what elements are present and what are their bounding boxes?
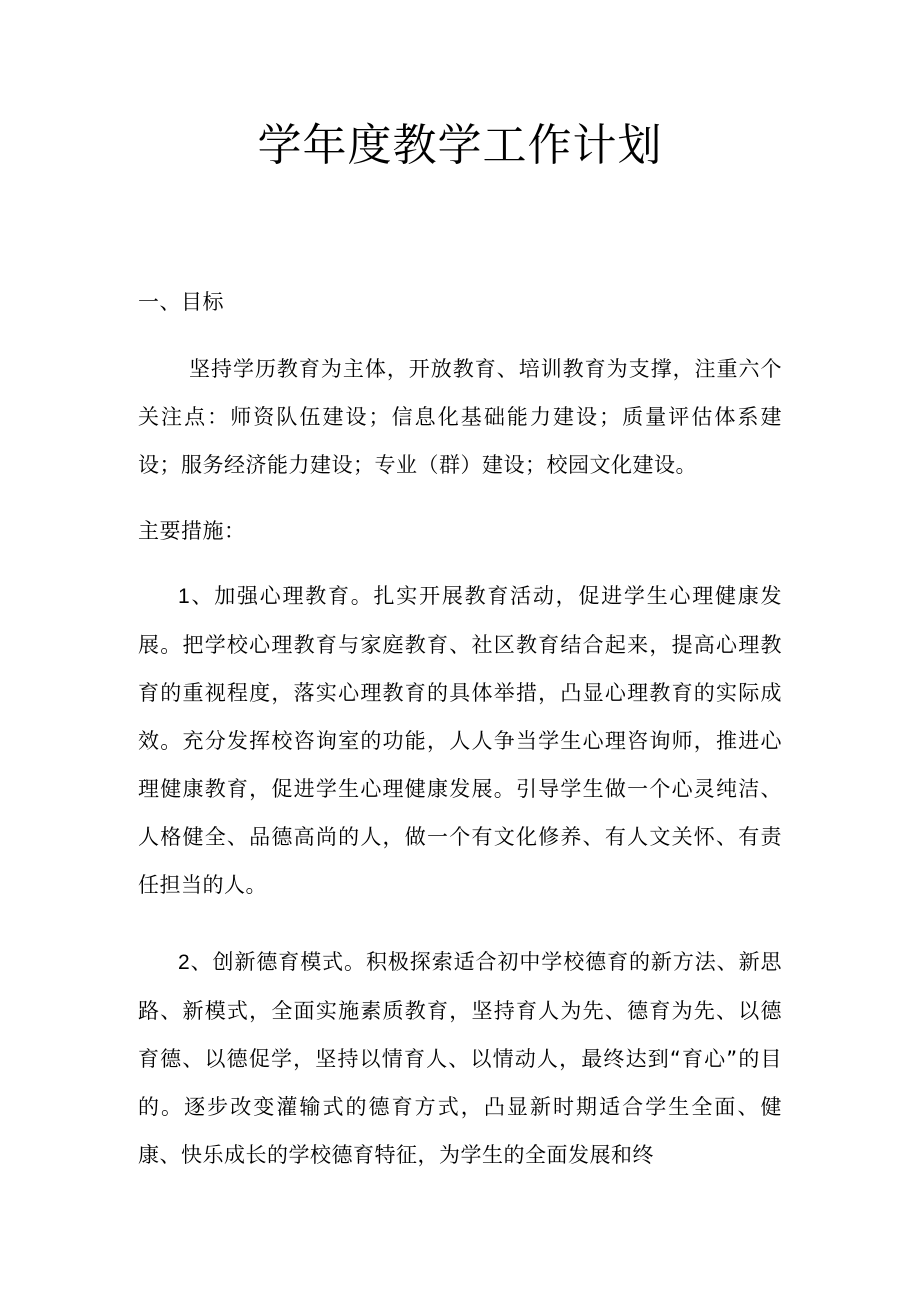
measure-1-number: 1 [178,585,191,608]
measure-2-number: 2 [178,951,191,974]
measure-2-text: 、创新德育模式。积极探索适合初中学校德育的新方法、新思路、新模式，全面实施素质教育，坚持育人为先、德育为先、以德育德、以德促学，坚持以情育人、以情动人，最终达到“育心”的目的。逐步改变灌输式的德育方式，凸显新时期适合学生全面、健康、快乐成长的学校德育特征，为学生的全面发展和终 [138,950,782,1167]
goals-paragraph: 坚持学历教育为主体，开放教育、培训教育为支撑，注重六个关注点：师资队伍建设；信息化基础能力建设；质量评估体系建设；服务经济能力建设；专业（群）建设；校园文化建设。 [138,357,782,477]
measures-heading: 主要措施： [138,519,246,543]
document-title: 学年度教学工作计划 [257,120,663,171]
measure-1-text: 、加强心理教育。扎实开展教育活动，促进学生心理健康发展。把学校心理教育与家庭教育、社区教育结合起来，提高心理教育的重视程度，落实心理教育的具体举措，凸显心理教育的实际成效。充分发挥校咨询室的功能，人人争当学生心理咨询师，推进心理健康教育，促进学生心理健康发展。引导学生做一个心灵纯洁、人格健全、品德高尚的人，做一个有文化修养、有人文关怀、有责任担当的人。 [138,584,782,897]
measure-2-paragraph [138,938,782,1179]
section-heading-goals: 一、目标 [138,290,224,314]
measure-1-paragraph [138,572,782,909]
